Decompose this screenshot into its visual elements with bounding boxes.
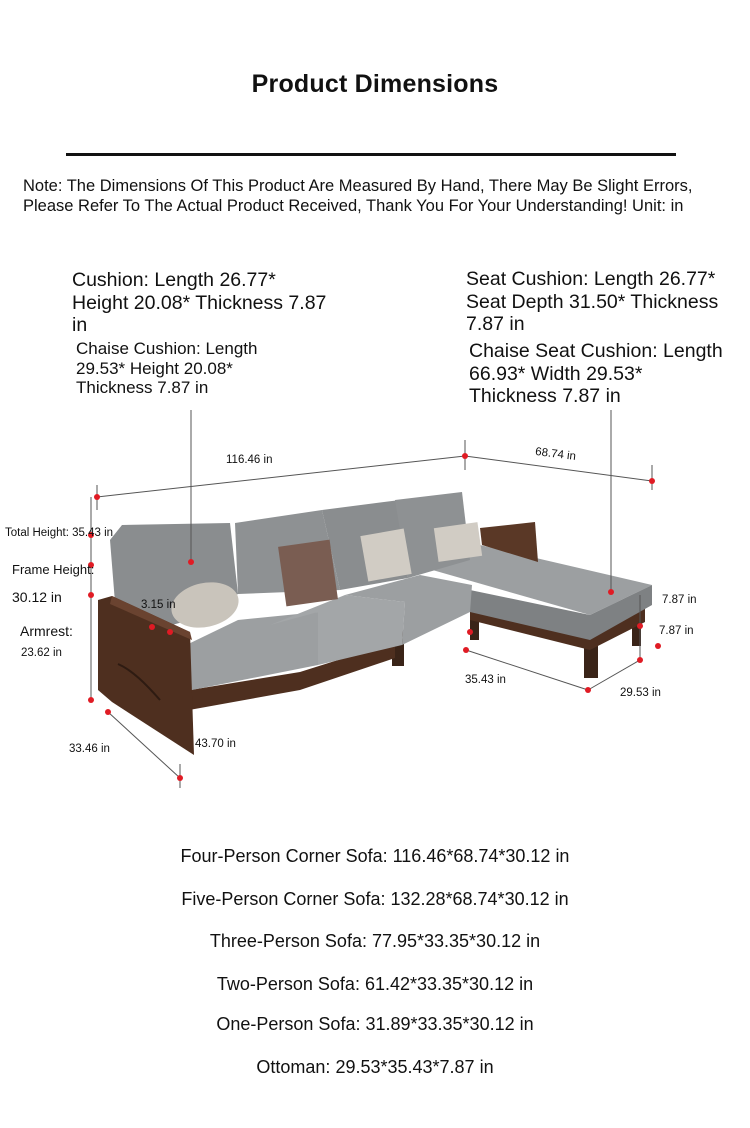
arm-width-label: 3.15 in bbox=[141, 599, 176, 611]
sofa-illustration bbox=[98, 492, 652, 755]
measure-point bbox=[655, 643, 661, 649]
chaise-seat-cushion-spec: Chaise Seat Cushion: Length 66.93* Width 29.53* Thickness 7.87 in bbox=[469, 340, 723, 407]
measure-point bbox=[149, 624, 155, 630]
measure-point bbox=[585, 687, 591, 693]
pillow bbox=[360, 529, 411, 582]
measurement-note: Note: The Dimensions Of This Product Are Measured By Hand, There May Be Slight Errors, Please Refer To The Actual Product Received, Thank You For Your Understanding! Unit: in bbox=[23, 177, 693, 215]
chaise-length-label: 68.74 in bbox=[534, 446, 577, 463]
measure-point bbox=[167, 629, 173, 635]
measure-point bbox=[637, 657, 643, 663]
cushion-spec: Cushion: Length 26.77* Height 20.08* Thickness 7.87 in bbox=[72, 269, 327, 336]
measure-point bbox=[188, 559, 194, 565]
total-height-label: Total Height: 35.43 in bbox=[5, 527, 114, 539]
measure-point bbox=[608, 589, 614, 595]
size-row: One-Person Sofa: 31.89*33.35*30.12 in bbox=[216, 1014, 534, 1034]
pillow-patterned bbox=[278, 540, 338, 607]
measure-point bbox=[467, 629, 473, 635]
measure-point bbox=[462, 453, 468, 459]
chaise-leg-label: 7.87 in bbox=[659, 625, 694, 637]
title-divider bbox=[66, 153, 676, 156]
chaise-width-label: 29.53 in bbox=[620, 687, 661, 699]
chaise-cushion-spec: Chaise Cushion: Length 29.53* Height 20.08* Thickness 7.87 in bbox=[76, 339, 258, 397]
measure-point bbox=[649, 478, 655, 484]
chaise-depth-label: 35.43 in bbox=[465, 674, 506, 686]
frame-height-title: Frame Height: bbox=[12, 562, 95, 577]
size-row: Two-Person Sofa: 61.42*33.35*30.12 in bbox=[216, 974, 534, 994]
depth-label: 33.46 in bbox=[69, 743, 110, 755]
pillow bbox=[434, 522, 482, 562]
size-row: Ottoman: 29.53*35.43*7.87 in bbox=[256, 1057, 494, 1077]
chaise-thickness-label: 7.87 in bbox=[662, 594, 697, 606]
armrest-title: Armrest: bbox=[20, 623, 73, 639]
seat-width-label: 43.70 in bbox=[195, 738, 236, 750]
width-line bbox=[97, 456, 465, 497]
measure-point bbox=[463, 647, 469, 653]
size-row: Four-Person Corner Sofa: 116.46*68.74*30.12 in bbox=[180, 846, 570, 866]
measure-point bbox=[177, 775, 183, 781]
size-row: Five-Person Corner Sofa: 132.28*68.74*30.12 in bbox=[181, 889, 569, 909]
armrest-value: 23.62 in bbox=[21, 647, 62, 659]
size-row: Three-Person Sofa: 77.95*33.35*30.12 in bbox=[209, 931, 541, 951]
measure-point bbox=[88, 592, 94, 598]
page-title: Product Dimensions bbox=[251, 70, 499, 98]
width-label: 116.46 in bbox=[226, 454, 273, 466]
measure-point bbox=[88, 697, 94, 703]
measure-point bbox=[105, 709, 111, 715]
measure-point bbox=[94, 494, 100, 500]
measure-point bbox=[637, 623, 643, 629]
frame-height-value: 30.12 in bbox=[12, 589, 62, 605]
seat-cushion-spec: Seat Cushion: Length 26.77* Seat Depth 31.50* Thickness 7.87 in bbox=[466, 268, 719, 335]
